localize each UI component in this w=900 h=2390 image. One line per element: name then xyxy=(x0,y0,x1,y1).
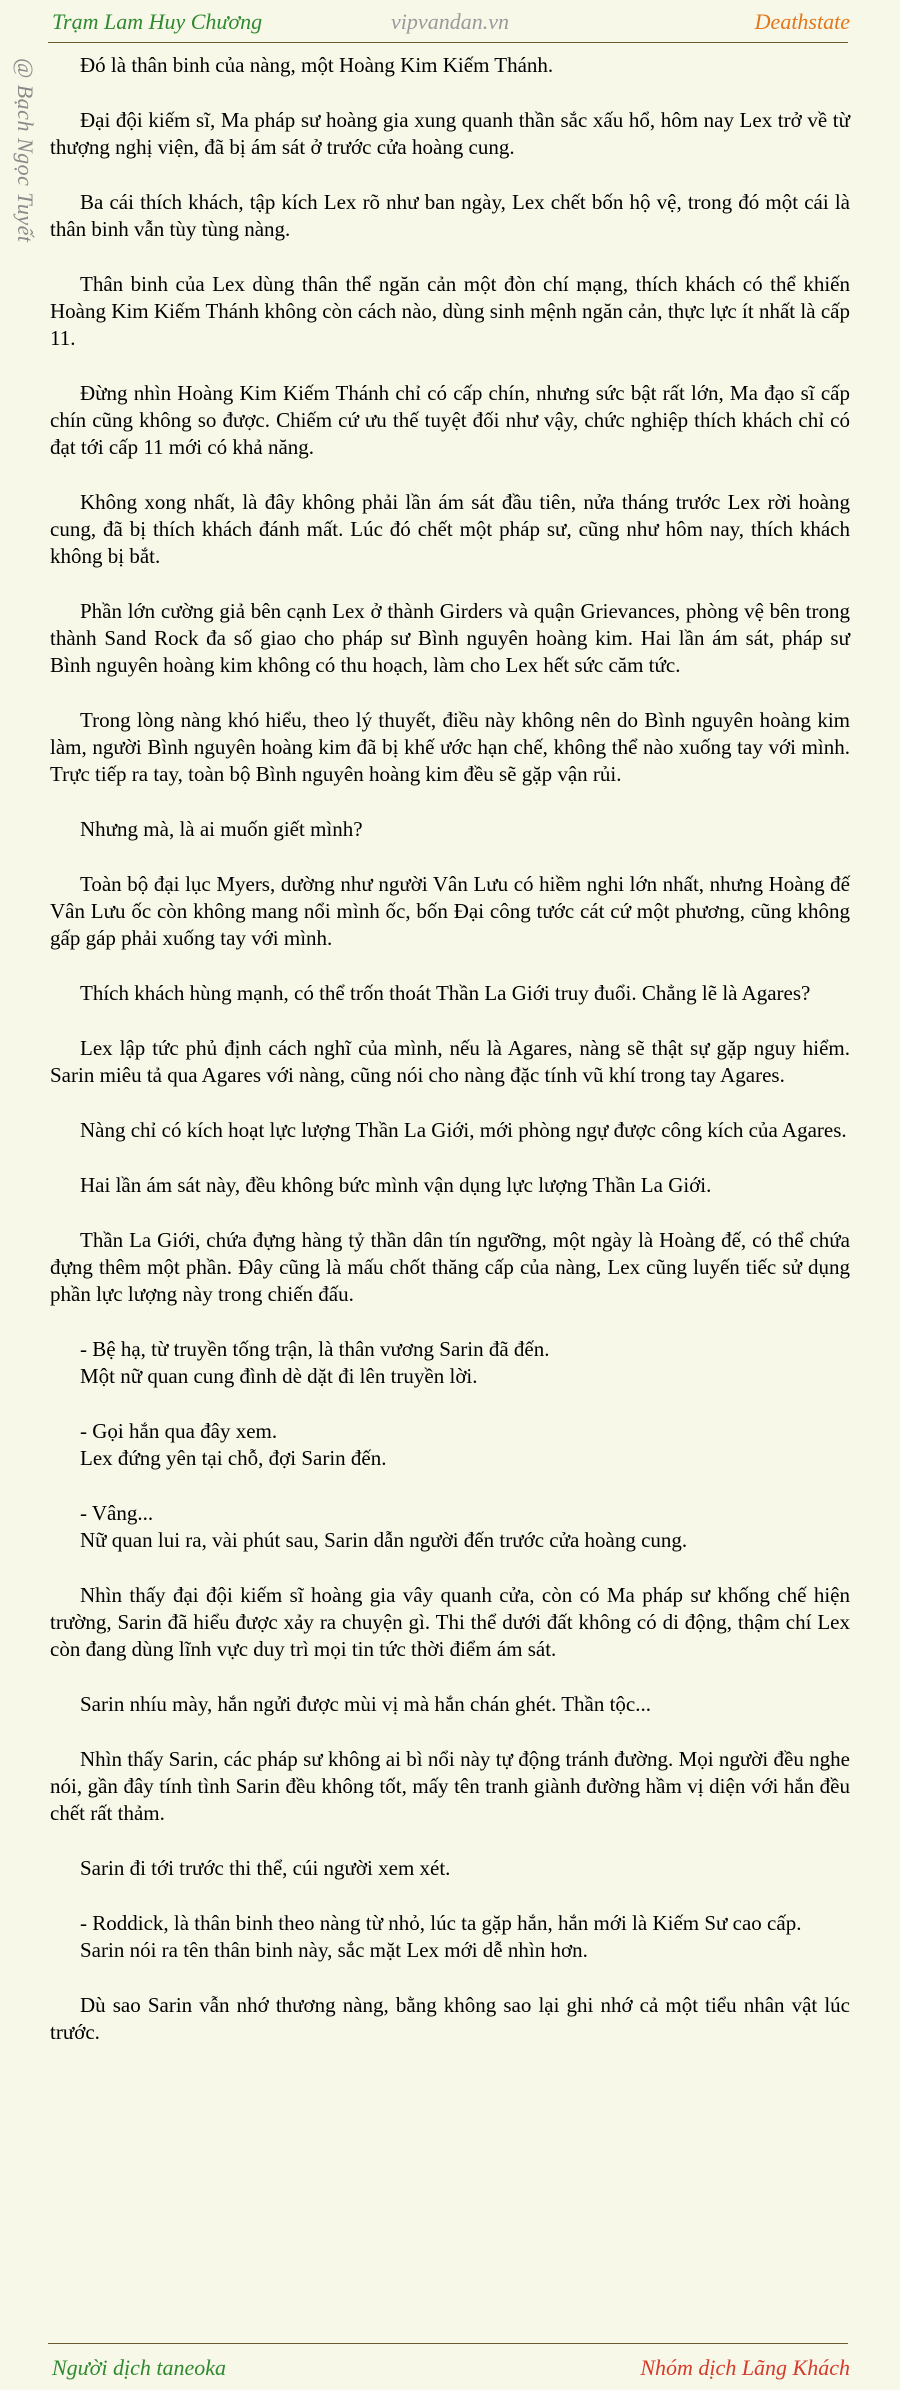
paragraph: Trong lòng nàng khó hiểu, theo lý thuyết, điều này không nên do Bình nguyên hoàng kim làm, người Bình nguyên hoàng kim đã bị khế ước hạn chế, không thể nào xuống tay với mình. Trực tiếp ra tay, toàn bộ Bình nguyên hoàng kim đều sẽ gặp vận rủi. xyxy=(50,708,850,786)
header-book-title: Deathstate xyxy=(754,9,850,34)
dialog-line: - Gọi hắn qua đây xem. xyxy=(80,1419,278,1443)
paragraph: Nhìn thấy Sarin, các pháp sư không ai bì nổi này tự động tránh đường. Mọi người đều nghe nói, gần đây tính tình Sarin đều không tốt, mấy tên tranh giành đường hầm vị diện với hắn đều chết rất thảm. xyxy=(50,1747,850,1825)
paragraph: Nhưng mà, là ai muốn giết mình? xyxy=(80,817,363,841)
side-credit: @ Bạch Ngọc Tuyết xyxy=(13,58,38,243)
paragraph: Đó là thân binh của nàng, một Hoàng Kim Kiếm Thánh. xyxy=(80,53,554,77)
dialog-block xyxy=(50,1910,850,1964)
paragraph: Phần lớn cường giả bên cạnh Lex ở thành Girders và quận Grievances, phòng vệ bên trong thành Sand Rock đa số giao cho pháp sư Bình nguyên hoàng kim. Hai lần ám sát, pháp sư Bình nguyên hoàng kim không có thu hoạch, làm cho Lex hết sức căm tức. xyxy=(50,599,850,677)
dialog-block xyxy=(50,1336,850,1390)
dialog-block xyxy=(50,1418,850,1472)
dialog-line: - Bệ hạ, từ truyền tống trận, là thân vương Sarin đã đến. xyxy=(80,1337,550,1361)
paragraph: Lex lập tức phủ định cách nghĩ của mình, nếu là Agares, nàng sẽ thật sự gặp nguy hiểm. Sarin miêu tả qua Agares với nàng, cũng nói cho nàng đặc tính vũ khí trong tay Agares. xyxy=(50,1036,850,1087)
footer-group: Nhóm dịch Lãng Khách xyxy=(640,2355,850,2380)
paragraph: Toàn bộ đại lục Myers, dường như người Vân Lưu có hiềm nghi lớn nhất, nhưng Hoàng đế Vân Lưu ốc còn không mang nổi mình ốc, bốn Đại công tước cát cứ một phương, cũng không gấp gáp phải xuống tay với mình. xyxy=(50,872,850,950)
chapter-body xyxy=(50,52,850,2074)
paragraph: Hai lần ám sát này, đều không bức mình vận dụng lực lượng Thần La Giới. xyxy=(80,1173,712,1197)
dialog-line: - Roddick, là thân binh theo nàng từ nhỏ, lúc ta gặp hắn, hắn mới là Kiếm Sư cao cấp. xyxy=(80,1911,802,1935)
paragraph: Thần La Giới, chứa đựng hàng tỷ thần dân tín ngưỡng, một ngày là Hoàng đế, có thể chứa đựng thêm một phần. Đây cũng là mấu chốt thăng cấp của nàng, Lex cũng luyến tiếc sử dụng phần lực lượng này trong chiến đấu. xyxy=(50,1228,850,1306)
footer-translator: Người dịch taneoka xyxy=(52,2355,227,2380)
narration-line: Sarin nói ra tên thân binh này, sắc mặt Lex mới dễ nhìn hơn. xyxy=(80,1938,588,1962)
narration-line: Một nữ quan cung đình dè dặt đi lên truyền lời. xyxy=(80,1364,478,1388)
paragraph: Sarin đi tới trước thi thể, cúi người xem xét. xyxy=(80,1856,451,1880)
narration-line: Nữ quan lui ra, vài phút sau, Sarin dẫn người đến trước cửa hoàng cung. xyxy=(80,1528,688,1552)
paragraph: Nàng chỉ có kích hoạt lực lượng Thần La Giới, mới phòng ngự được công kích của Agares. xyxy=(80,1118,847,1142)
paragraph: Nhìn thấy đại đội kiếm sĩ hoàng gia vây quanh cửa, còn có Ma pháp sư khống chế hiện trường, Sarin đã hiểu được xảy ra chuyện gì. Thi thể dưới đất không có di động, thậm chí Lex còn đang dùng lĩnh vực duy trì mọi tin tức thời điểm ám sát. xyxy=(50,1583,850,1661)
footer-divider xyxy=(48,2343,848,2344)
header-url: vipvandan.vn xyxy=(391,9,509,34)
paragraph: Đừng nhìn Hoàng Kim Kiếm Thánh chỉ có cấp chín, nhưng sức bật rất lớn, Ma đạo sĩ cấp chín cũng không so được. Chiếm cứ ưu thế tuyệt đối như vậy, chức nghiệp thích khách chỉ có đạt tới cấp 11 mới có khả năng. xyxy=(50,381,850,459)
paragraph: Sarin nhíu mày, hắn ngửi được mùi vị mà hắn chán ghét. Thần tộc... xyxy=(80,1692,651,1716)
paragraph: Dù sao Sarin vẫn nhớ thương nàng, bằng không sao lại ghi nhớ cả một tiểu nhân vật lúc trước. xyxy=(50,1993,850,2044)
paragraph: Thích khách hùng mạnh, có thể trốn thoát Thần La Giới truy đuổi. Chẳng lẽ là Agares? xyxy=(80,981,811,1005)
page-header xyxy=(0,0,900,40)
dialog-line: - Vâng... xyxy=(80,1501,154,1525)
header-site-name: Trạm Lam Huy Chương xyxy=(52,9,263,34)
narration-line: Lex đứng yên tại chỗ, đợi Sarin đến. xyxy=(80,1446,387,1470)
dialog-block xyxy=(50,1500,850,1554)
paragraph: Không xong nhất, là đây không phải lần ám sát đầu tiên, nửa tháng trước Lex rời hoàng cung, đã bị thích khách đánh mất. Lúc đó chết một pháp sư, cũng như hôm nay, thích khách không bị bắt. xyxy=(50,490,850,568)
paragraph: Đại đội kiếm sĩ, Ma pháp sư hoàng gia xung quanh thần sắc xấu hổ, hôm nay Lex trở về từ thượng nghị viện, đã bị ám sát ở trước cửa hoàng cung. xyxy=(50,108,850,159)
header-divider xyxy=(48,42,848,43)
paragraph: Ba cái thích khách, tập kích Lex rõ như ban ngày, Lex chết bốn hộ vệ, trong đó một cái là thân binh vẫn tùy tùng nàng. xyxy=(50,190,850,241)
paragraph: Thân binh của Lex dùng thân thể ngăn cản một đòn chí mạng, thích khách có thể khiến Hoàng Kim Kiếm Thánh không còn cách nào, dùng sinh mệnh ngăn cản, thực lực ít nhất là cấp 11. xyxy=(50,272,850,350)
